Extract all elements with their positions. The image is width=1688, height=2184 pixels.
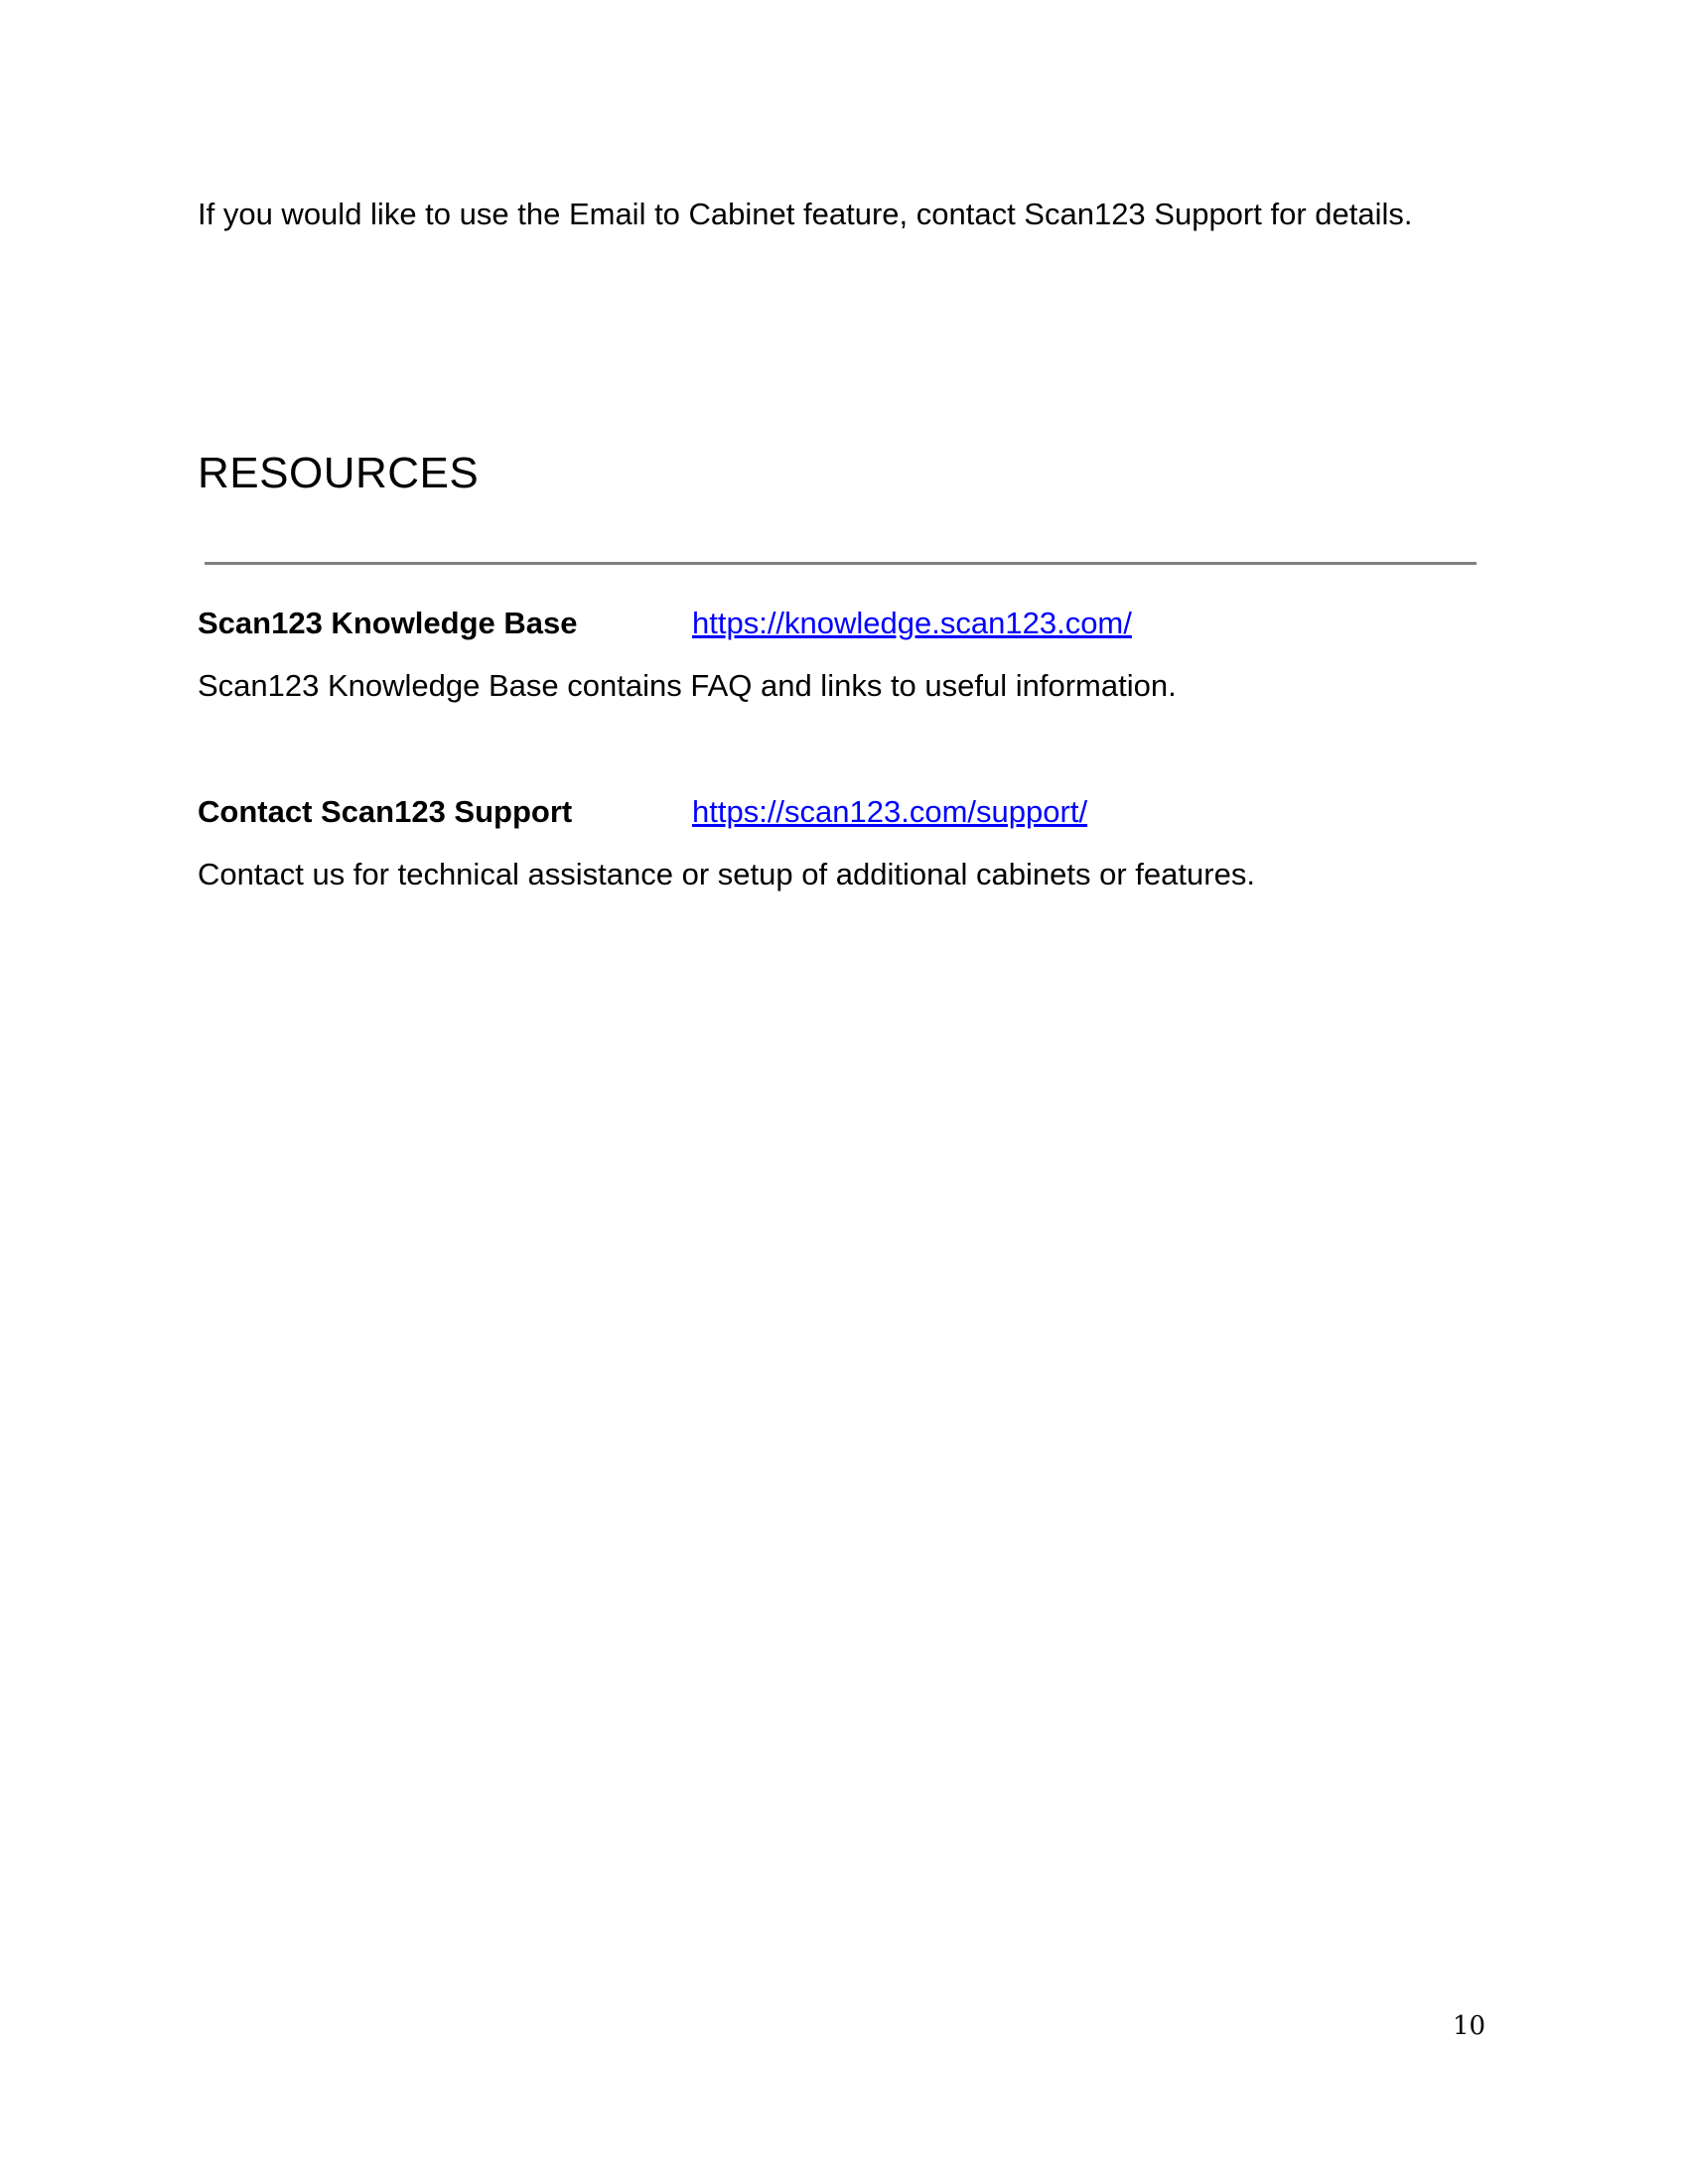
page-number: 10 xyxy=(1453,2011,1486,2041)
resource-name-support: Contact Scan123 Support xyxy=(198,794,573,829)
resource-name-knowledge-base: Scan123 Knowledge Base xyxy=(198,606,578,640)
intro-paragraph: If you would like to use the Email to Cabinet feature, contact Scan123 Support for details. xyxy=(198,197,1413,231)
support-link[interactable]: https://scan123.com/support/ xyxy=(692,794,1088,829)
resource-description-support: Contact us for technical assistance or setup of additional cabinets or features. xyxy=(198,857,1255,891)
section-title: RESOURCES xyxy=(198,449,480,497)
knowledge-base-link[interactable]: https://knowledge.scan123.com/ xyxy=(692,606,1132,640)
section-divider xyxy=(205,562,1477,565)
resource-description-knowledge-base: Scan123 Knowledge Base contains FAQ and links to useful information. xyxy=(198,668,1177,703)
